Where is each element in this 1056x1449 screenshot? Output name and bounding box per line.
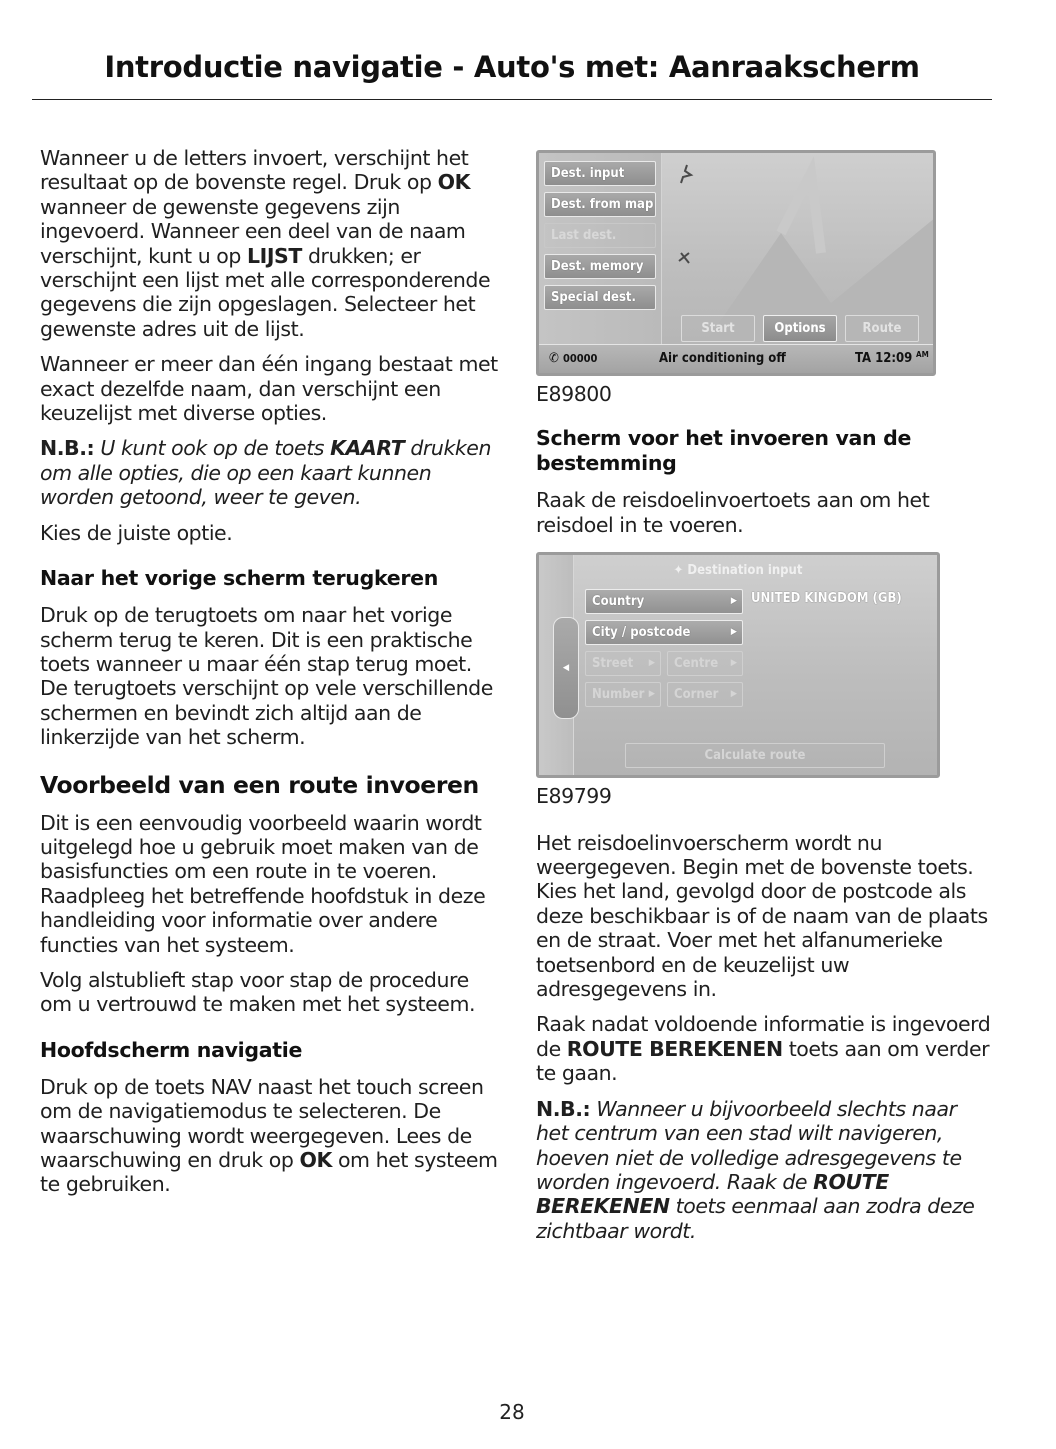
- page-number: 28: [499, 1400, 525, 1424]
- text: drukken; er verschijnt een lijst met alle corresponderende gegevens die zijn opgeslagen. Selecteer het gewenste adres uit de lijst.: [40, 243, 491, 341]
- city-postcode-button[interactable]: [585, 620, 743, 645]
- nav-main-screen: [536, 150, 936, 376]
- figure-code: E89800: [536, 382, 612, 406]
- number-label: Number: [592, 687, 645, 703]
- figure-code: E89799: [536, 784, 612, 809]
- phone-number: 00000: [563, 352, 598, 365]
- arrow-right-icon: ▶: [730, 596, 737, 607]
- text: U kunt ook op de toets: [94, 436, 331, 461]
- phone-icon: ✆: [549, 351, 559, 366]
- paragraph-example: Dit is een eenvoudig voorbeeld waarin wordt uitgelegd hoe u gebruik moet maken van de basisfuncties om een route in te voeren. Raadpleeg het betreffende hoofdstuk in deze handleiding voor informatie over andere functies van het systeem.: [40, 810, 486, 957]
- tab-route[interactable]: Route: [845, 315, 919, 342]
- paragraph-choose: Kies de juiste optie.: [40, 520, 233, 545]
- crosshair-icon: ✦: [673, 563, 684, 579]
- route-berekenen-keyword: ROUTE BEREKENEN: [536, 1169, 889, 1219]
- flag-icon: [681, 165, 691, 183]
- paragraph-follow: Volg alstublieft stap voor stap de procedure om u vertrouwd te maken met het systeem.: [40, 967, 476, 1017]
- note-centre: [536, 1097, 992, 1243]
- centre-button[interactable]: [667, 651, 743, 676]
- heading-back: Naar het vorige scherm terugkeren: [40, 566, 439, 591]
- paragraph-touch-dest: Raak de reisdoelinvoertoets aan om het reisdoel in te voeren.: [536, 488, 930, 537]
- figure-main-menu: [536, 150, 992, 406]
- pin-icon: [679, 253, 689, 263]
- dest-from-map-button[interactable]: Dest. from map: [544, 192, 656, 217]
- arrow-right-icon: ▶: [730, 627, 737, 638]
- arrow-right-icon: ▶: [648, 689, 655, 700]
- figure-destination-input: [536, 552, 992, 808]
- city-label: City / postcode: [592, 625, 691, 641]
- street-button[interactable]: [585, 651, 661, 676]
- clock: TA 12:09: [855, 351, 913, 366]
- heading-example: Voorbeeld van een route invoeren: [40, 770, 479, 799]
- text: wanneer de gewenste gegevens zijn ingevoerd. Wanneer een deel van de naam verschijnt, kunt u op: [40, 194, 466, 268]
- calculate-route-button[interactable]: Calculate route: [625, 743, 885, 768]
- lijst-keyword: LIJST: [247, 243, 302, 268]
- note-map: [40, 436, 500, 509]
- route-berekenen-keyword: ROUTE BEREKENEN: [566, 1036, 783, 1061]
- corner-label: Corner: [674, 687, 719, 703]
- status-bar: [539, 344, 933, 373]
- tab-options[interactable]: Options: [763, 315, 837, 342]
- arrow-right-icon: ▶: [730, 658, 737, 669]
- centre-label: Centre: [674, 656, 719, 672]
- text: Wanneer u de letters invoert, verschijnt het resultaat op de bovenste regel. Druk op: [40, 146, 469, 195]
- paragraph-nav: [40, 1075, 500, 1197]
- heading-destination-screen: Scherm voor het invoeren van de bestemming: [536, 426, 912, 476]
- right-column: [536, 146, 992, 1254]
- clock-ampm: AM: [916, 350, 929, 359]
- text: Druk op de toets NAV naast het touch screen om de navigatiemodus te selecteren. De waarschuwing wordt weergegeven. Lees de waarschuwing en druk op: [40, 1074, 484, 1172]
- back-button[interactable]: ◀: [553, 617, 579, 719]
- text: Wanneer u bijvoorbeeld slechts naar het centrum van een stad wilt navigeren, hoeven niet de volledige adresgegevens te worden ingevoerd. Raak de: [536, 1096, 962, 1194]
- special-dest-button[interactable]: Special dest.: [544, 285, 656, 310]
- title-rule: [32, 99, 992, 100]
- text: om het systeem te gebruiken.: [40, 1148, 498, 1197]
- destination-input-screen: [536, 552, 940, 778]
- text: toets eenmaal aan zodra deze zichtbaar wordt.: [536, 1194, 975, 1243]
- climate-status: Air conditioning off: [659, 351, 786, 366]
- arrow-right-icon: ▶: [730, 689, 737, 700]
- number-button[interactable]: [585, 682, 661, 707]
- country-value: UNITED KINGDOM (GB): [751, 591, 902, 607]
- kaart-keyword: KAART: [330, 436, 405, 461]
- left-column: [40, 146, 500, 1208]
- screen-title-text: Destination input: [687, 563, 803, 579]
- street-label: Street: [592, 656, 634, 672]
- country-label: Country: [592, 594, 645, 610]
- page-title: Introductie navigatie - Auto's met: Aanraakscherm: [104, 50, 920, 84]
- dest-input-button[interactable]: Dest. input: [544, 161, 656, 186]
- ok-keyword: OK: [299, 1148, 332, 1172]
- paragraph-letters: [40, 146, 500, 341]
- dest-memory-button[interactable]: Dest. memory: [544, 254, 656, 279]
- heading-main-screen: Hoofdscherm navigatie: [40, 1037, 303, 1062]
- screen-title: [539, 563, 937, 578]
- last-dest-button[interactable]: Last dest.: [544, 223, 656, 248]
- tab-start[interactable]: Start: [681, 315, 755, 342]
- ok-keyword: OK: [437, 170, 471, 195]
- nb-label: N.B.:: [40, 436, 95, 461]
- country-button[interactable]: [585, 589, 743, 614]
- corner-button[interactable]: [667, 682, 743, 707]
- text: toets aan om verder te gaan.: [536, 1036, 990, 1086]
- text: Raak nadat voldoende informatie is ingevoerd de: [536, 1012, 991, 1061]
- text: drukken om alle opties, die op een kaart kunnen worden getoond, weer te geven.: [40, 436, 491, 510]
- nb-label: N.B.:: [536, 1096, 591, 1121]
- paragraph-back: Druk op de terugtoets om naar het vorige scherm terug te keren. Dit is een praktische toets wanneer u maar één stap terug moet. De terugtoets verschijnt op vele verschillende schermen en bevindt zich altijd aan de linkerzijde van het scherm.: [40, 603, 493, 750]
- arrow-right-icon: ▶: [648, 658, 655, 669]
- paragraph-multiple-entries: Wanneer er meer dan één ingang bestaat met exact dezelfde naam, dan verschijnt een keuzelijst met diverse opties.: [40, 352, 498, 426]
- paragraph-dest-screen: Het reisdoelinvoerscherm wordt nu weergegeven. Begin met de bovenste toets. Kies het land, gevolgd door de postcode als deze beschikbaar is of de naam van de plaats en de straat. Voer met het alfanumerieke toetsenbord en de keuzelijst uw adresgegevens in.: [536, 830, 988, 1002]
- paragraph-calc: [536, 1012, 992, 1085]
